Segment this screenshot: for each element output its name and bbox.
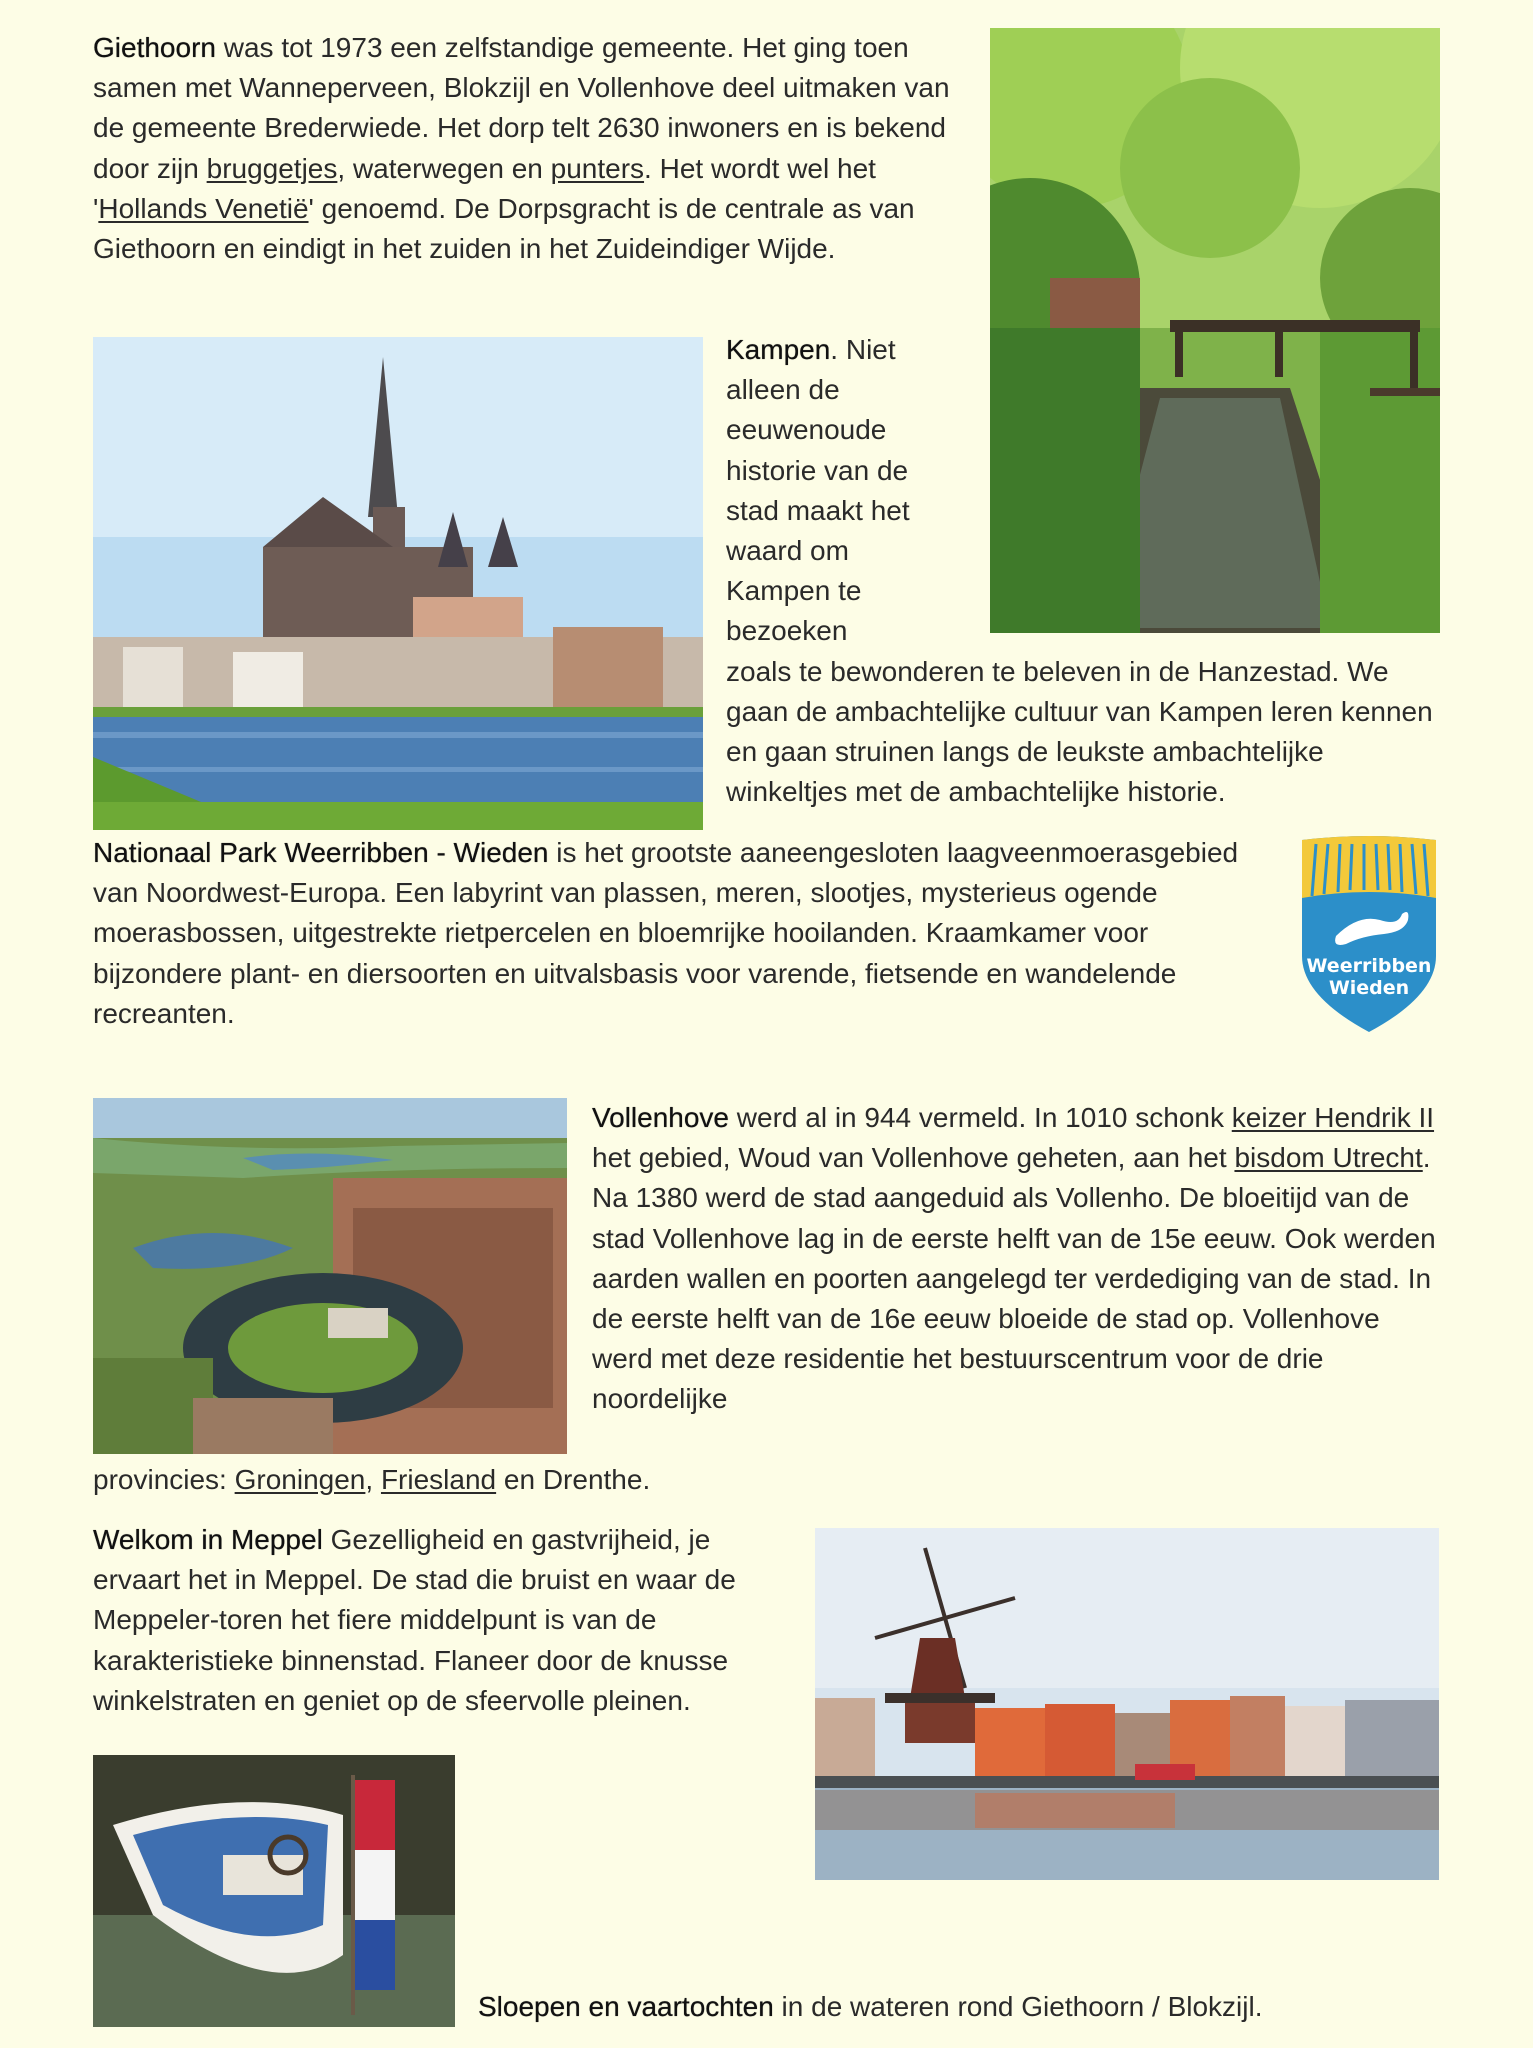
weerribben-text: is het grootste aaneengesloten laagveenmoerasgebied van Noordwest-Europa. Een labyrint van plassen, meren, slootjes, mysterieus ogende moerasbossen, uitgestrekte rietpercelen en bloemrijke hooilanden. Kraamkamer voor bijzondere plant- en diersoorten en uitvalsbasis voor varende, fietsende en wandelende recreanten. bbox=[93, 837, 1239, 1029]
sloepen-title: Sloepen en vaartochten bbox=[478, 1991, 774, 2022]
giethoorn-text-4: ' genoemd. De Dorpsgracht is de centrale as van Giethoorn en eindigt in het zuiden in het Zuideindiger Wijde. bbox=[93, 192, 915, 265]
vollenhove-text-1: werd al in 944 vermeld. In 1010 schonk bbox=[729, 1102, 1232, 1133]
vollenhove-text-2: het gebied, Woud van Vollenhove geheten, aan het bbox=[592, 1142, 1235, 1174]
giethoorn-title: Giethoorn bbox=[93, 32, 216, 63]
meppel-windmill-photo bbox=[815, 1528, 1439, 1880]
sloepen-text: in de wateren rond Giethoorn / Blokzijl. bbox=[773, 1991, 1263, 2022]
sloep-boat-photo bbox=[93, 1755, 455, 2027]
keizer-hendrik-link[interactable]: keizer Hendrik II bbox=[1231, 1102, 1435, 1133]
vollenhove-title: Vollenhove bbox=[592, 1102, 730, 1133]
vollenhove-paragraph-end bbox=[93, 1460, 1433, 1500]
giethoorn-paragraph bbox=[93, 28, 973, 269]
weerribben-wieden-logo bbox=[1298, 836, 1440, 1034]
weerribben-title: Nationaal Park Weerribben - Wieden bbox=[93, 837, 549, 868]
vollenhove-text-3: . bbox=[1422, 1142, 1431, 1174]
giethoorn-text-1: was tot 1973 een zelfstandige gemeente. Het ging toen samen met Wanneperveen, Blokzijl en Vollenhove deel uitmaken van de gemeente Brederwiede. Het dorp telt 2630 inwoners en is bekend door zijn bbox=[93, 32, 950, 184]
kampen-photo bbox=[93, 337, 703, 830]
bisdom-utrecht-link[interactable]: bisdom Utrecht bbox=[1234, 1142, 1423, 1174]
logo-line-2: Wieden bbox=[1328, 977, 1410, 999]
vollenhove-text-7: en Drenthe. bbox=[496, 1464, 651, 1495]
vollenhove-text-6: , bbox=[365, 1464, 381, 1495]
groningen-link[interactable]: Groningen bbox=[234, 1464, 366, 1495]
sloepen-caption bbox=[478, 1987, 1438, 2027]
giethoorn-text-3: . Het wordt wel het ' bbox=[93, 152, 876, 224]
kampen-paragraph bbox=[726, 330, 1440, 812]
meppel-paragraph bbox=[93, 1520, 793, 1721]
giethoorn-text-2: , waterwegen en bbox=[337, 152, 551, 184]
vollenhove-text-5: provincies: bbox=[93, 1464, 235, 1495]
friesland-link[interactable]: Friesland bbox=[380, 1464, 497, 1495]
kampen-text: . Niet alleen de eeuwenoude historie van de stad maakt het waard om Kampen te bezoeken zoals te bewonderen te beleven in de Hanzestad. We gaan de ambachtelijke cultuur van Kampen leren kennen en gaan struinen langs de leukste ambachtelijke winkeltjes met de ambachtelijke historie. bbox=[726, 334, 1433, 808]
vollenhove-aerial-photo bbox=[93, 1098, 567, 1454]
logo-line-1: Weerribben bbox=[1306, 955, 1432, 977]
kampen-title: Kampen bbox=[726, 334, 831, 365]
meppel-text: Gezelligheid en gastvrijheid, je ervaart het in Meppel. De stad die bruist en waar de Meppeler-toren het fiere middelpunt is van de karakteristieke binnenstad. Flaneer door de knusse winkelstraten en geniet op de sfeervolle pleinen. bbox=[93, 1524, 736, 1716]
punters-link[interactable]: punters bbox=[550, 152, 645, 184]
vollenhove-text-4: Na 1380 werd de stad aangeduid als Vollenho. De bloeitijd van de stad Vollenhove lag in de eerste helft van de 15e eeuw. Ook werden aarden wallen en poorten aangelegd ter verdediging van de stad. In de eerste helft van de 16e eeuw bloeide de stad op. Vollenhove werd met deze residentie het bestuurscentrum voor de drie noordelijke bbox=[592, 1182, 1436, 1415]
bruggetjes-link[interactable]: bruggetjes bbox=[206, 152, 338, 184]
weerribben-paragraph bbox=[93, 833, 1283, 1034]
meppel-title: Welkom in Meppel bbox=[93, 1524, 323, 1555]
hollands-venetie-link[interactable]: Hollands Venetië bbox=[98, 192, 309, 224]
vollenhove-paragraph bbox=[592, 1098, 1440, 1420]
